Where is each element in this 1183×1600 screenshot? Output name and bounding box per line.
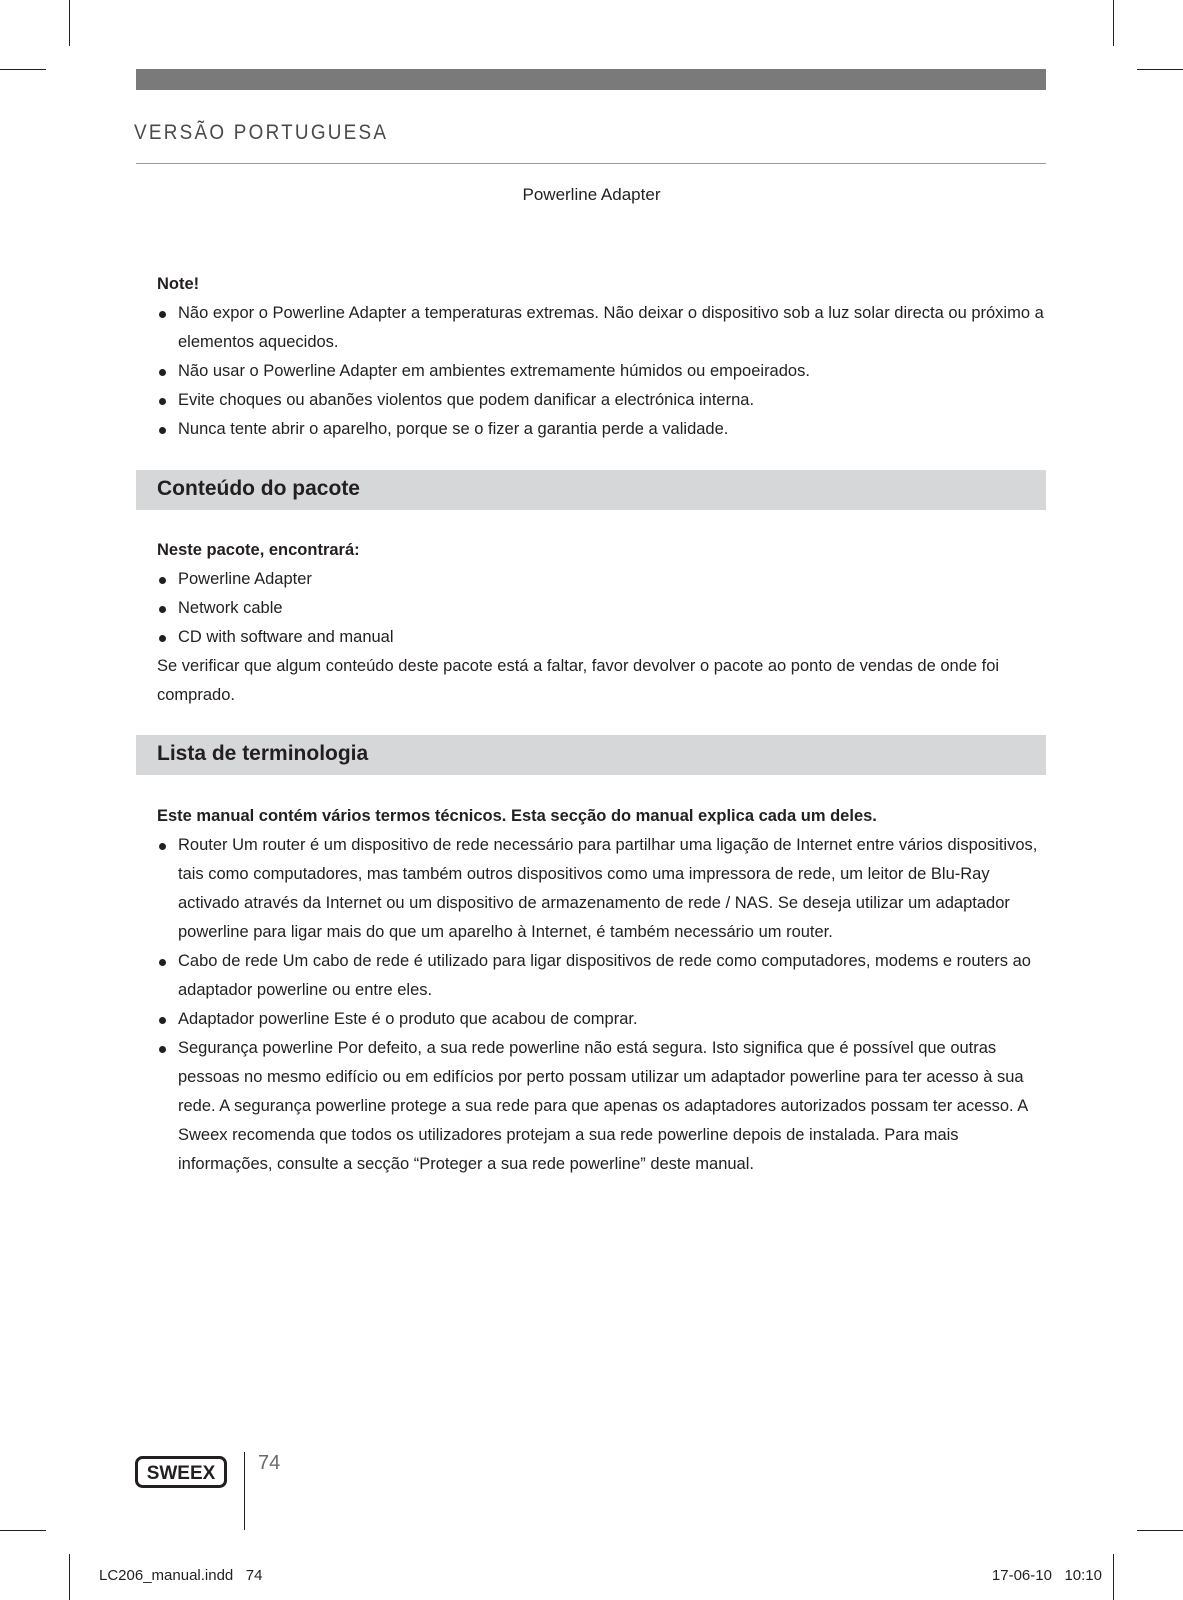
list-item (157, 386, 1057, 415)
package-block (157, 536, 1057, 710)
package-item-text: Network cable (178, 599, 283, 617)
list-item (157, 1034, 1047, 1179)
term-item-text: Cabo de rede Um cabo de rede é utilizado para ligar dispositivos de rede como computadores, modems e routers ao adaptador powerline ou entre eles. (178, 952, 1031, 999)
terminology-block (157, 802, 1047, 1179)
list-item (157, 947, 1047, 1005)
note-block (157, 270, 1057, 444)
slug-filename: LC206_manual.indd 74 (99, 1567, 263, 1584)
term-item-text: Router Um router é um dispositivo de rede necessário para partilhar uma ligação de Internet entre vários dispositivos, tais como computadores, mas também outros dispositivos como uma impressora de rede, um leitor de Blu-Ray activado através da Internet ou um dispositivo de armazenamento de rede / NAS. Se deseja utilizar um adaptador powerline para ligar mais do que um aparelho à Internet, é também necessário um router. (178, 836, 1038, 941)
sweex-logo (135, 1456, 227, 1488)
crop-mark (0, 69, 46, 70)
header-bar (136, 69, 1046, 90)
list-item (157, 357, 1057, 386)
crop-mark (1137, 1530, 1183, 1531)
note-list (157, 299, 1057, 444)
section-band-package (136, 470, 1046, 510)
package-item-text: CD with software and manual (178, 628, 394, 646)
terminology-intro: Este manual contém vários termos técnicos. Esta secção do manual explica cada um deles. (157, 807, 877, 825)
list-item (157, 594, 1057, 623)
section-heading-package: Conteúdo do pacote (157, 477, 360, 500)
crop-mark (1113, 0, 1114, 46)
list-item (157, 831, 1047, 947)
crop-mark (0, 1530, 46, 1531)
list-item (157, 415, 1057, 444)
section-heading-terminology: Lista de terminologia (157, 742, 369, 765)
package-intro: Neste pacote, encontrará: (157, 541, 360, 559)
package-list (157, 565, 1057, 652)
document-subtitle: Powerline Adapter (522, 185, 661, 204)
title-rule (136, 163, 1046, 164)
list-item (157, 565, 1057, 594)
crop-mark (1137, 69, 1183, 70)
crop-mark (69, 0, 70, 46)
crop-mark (1113, 1554, 1114, 1600)
note-item-text: Evite choques ou abanões violentos que podem danificar a electrónica interna. (178, 391, 755, 409)
brand-text: SWEEX (146, 1463, 216, 1484)
package-closing: Se verificar que algum conteúdo deste pacote está a faltar, favor devolver o pacote ao ponto de vendas de onde foi comprado. (157, 657, 1000, 704)
term-item-text: Adaptador powerline Este é o produto que acabou de comprar. (178, 1010, 638, 1028)
footer-separator (244, 1452, 245, 1530)
package-item-text: Powerline Adapter (178, 570, 312, 588)
crop-mark (69, 1554, 70, 1600)
term-item-text: Segurança powerline Por defeito, a sua rede powerline não está segura. Isto significa que é possível que outras pessoas no mesmo edifício ou em edifícios por perto possam utilizar um adaptador powerline para ter acesso à sua rede. A segurança powerline protege a sua rede para que apenas os adaptadores autorizados possam ter acesso. A Sweex recomenda que todos os utilizadores protejam a sua rede powerline depois de instalada. Para mais informações, consulte a secção “Proteger a sua rede powerline” deste manual. (178, 1039, 1028, 1173)
terminology-list (157, 831, 1047, 1179)
page-number: 74 (258, 1452, 281, 1474)
note-heading: Note! (157, 275, 200, 293)
list-item (157, 623, 1057, 652)
section-title: VERSÃO PORTUGUESA (134, 121, 389, 144)
list-item (157, 299, 1057, 357)
slug-timestamp: 17-06-10 10:10 (991, 1567, 1102, 1584)
note-item-text: Não usar o Powerline Adapter em ambientes extremamente húmidos ou empoeirados. (178, 362, 810, 380)
note-item-text: Nunca tente abrir o aparelho, porque se o fizer a garantia perde a validade. (178, 420, 729, 438)
list-item (157, 1005, 1047, 1034)
section-band-terminology (136, 735, 1046, 775)
note-item-text: Não expor o Powerline Adapter a temperaturas extremas. Não deixar o dispositivo sob a luz solar directa ou próximo a elementos aquecidos. (178, 304, 1044, 351)
